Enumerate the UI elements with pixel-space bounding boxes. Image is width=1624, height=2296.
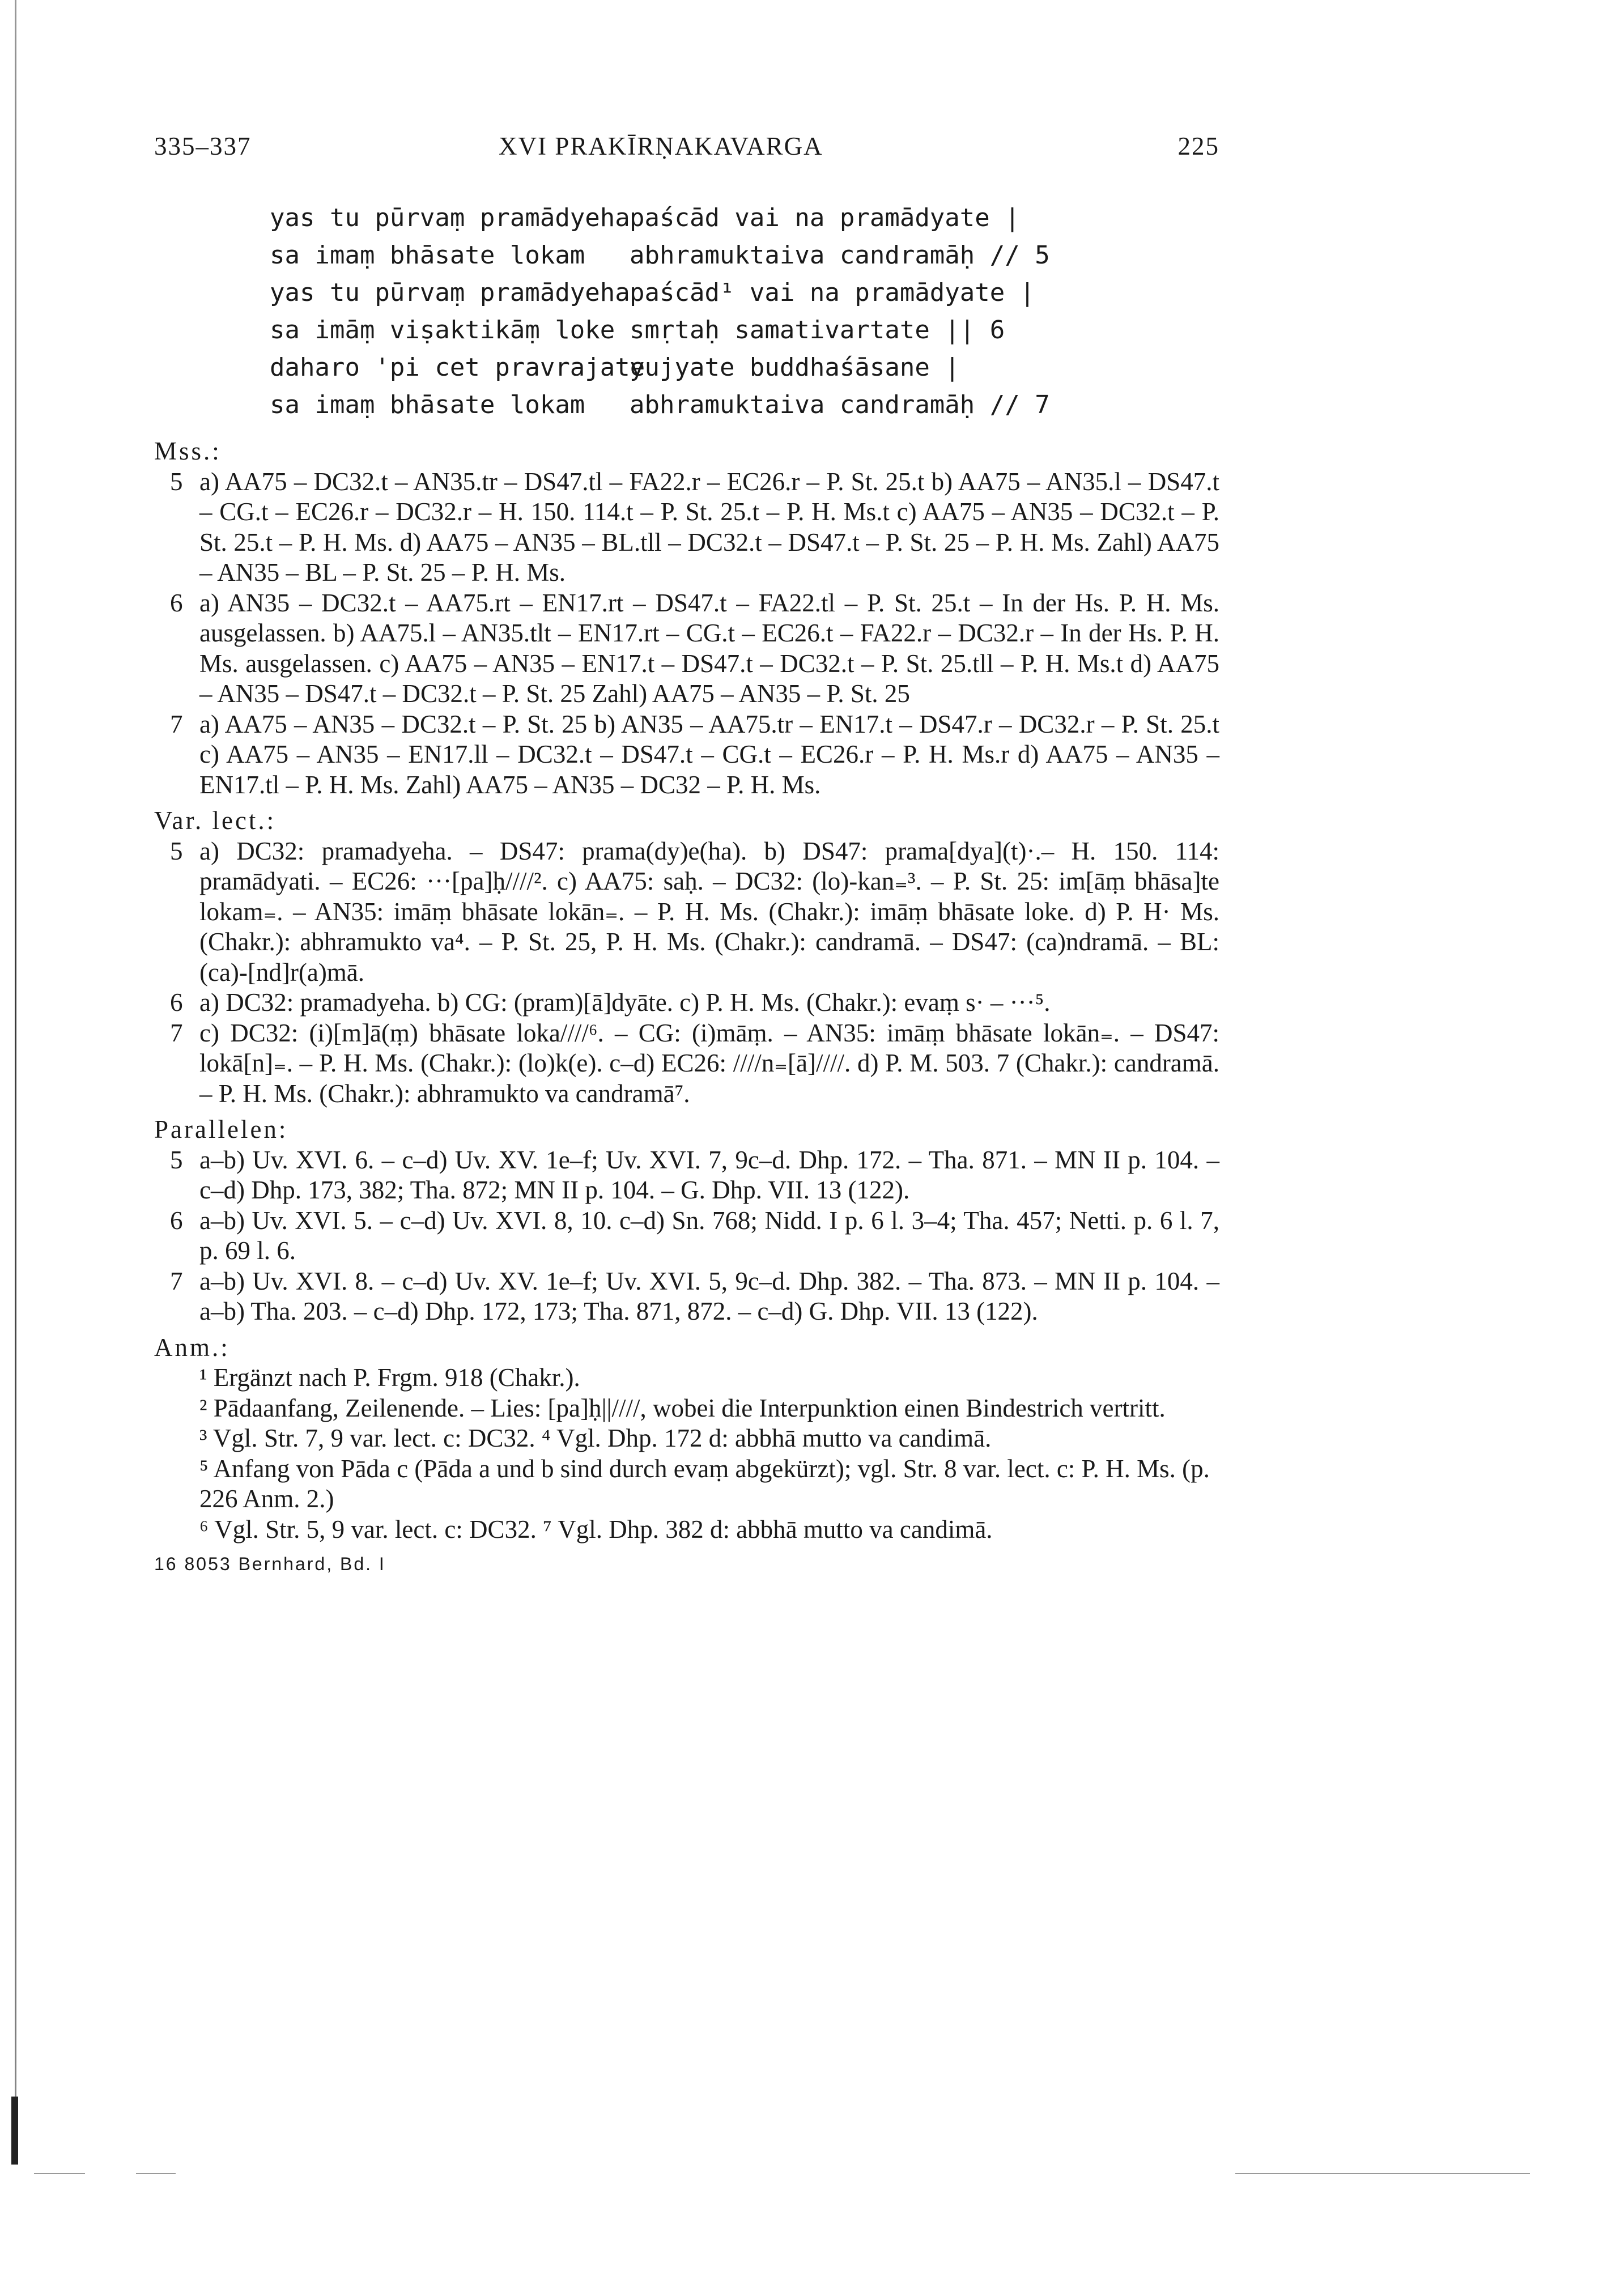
header-stanza-range: 335–337 bbox=[154, 132, 252, 160]
stanza-number: 6 bbox=[170, 1206, 183, 1235]
parallel-entry bbox=[154, 1266, 1219, 1327]
verse-pada-a: yas tu pūrvaṃ pramādyeha bbox=[270, 203, 630, 232]
stanza-number: 5 bbox=[170, 467, 183, 496]
entry-text: a–b) Uv. XVI. 6. – c–d) Uv. XV. 1e–f; Uv. XVI. 7, 9c–d. Dhp. 172. – Tha. 871. – MN II p. 104. – c–d) Dhp. 173, 382; Tha. 872; MN II p. 104. – G. Dhp. VII. 13 (122). bbox=[199, 1145, 1219, 1204]
stanza-number: 6 bbox=[170, 588, 183, 617]
verse-pada-b: paścād vai na pramādyate | bbox=[630, 203, 1020, 232]
verse-pada-b: smṛtaḥ samativartate || 6 bbox=[630, 316, 1005, 345]
verse-pada-a: daharo 'pi cet pravrajate bbox=[270, 353, 645, 382]
footnote: ⁵ Anfang von Pāda c (Pāda a und b sind durch evaṃ abgekürzt); vgl. Str. 8 var. lect. c: P. H. Ms. (p. 226 Anm. 2.) bbox=[199, 1454, 1210, 1513]
stanza-number: 7 bbox=[170, 709, 183, 738]
verse-line bbox=[270, 274, 1233, 312]
entry-text: a) DC32: pramadyeha. – DS47: prama(dy)e(ha). b) DS47: prama[dya](t)·.– H. 150. 114: pramādyati. – EC26: ···[pa]ḥ////². c) AA75: saḥ. – DC32: (lo)-kan₌³. – P. St. 25: im[āṃ bhāsa]te lokam₌. – AN35: imāṃ bhāsate lokān₌. – P. H. Ms. (Chakr.): imāṃ bhāsate loke. d) P. H· Ms. (Chakr.): abhramukto va⁴. – P. St. 25, P. H. Ms. (Chakr.): candramā. – DS47: (ca)ndramā. – BL: (ca)-[nd]r(a)mā. bbox=[199, 836, 1219, 987]
verse-line bbox=[270, 237, 1233, 274]
critical-apparatus bbox=[154, 436, 1219, 1580]
verse-pada-a: sa imāṃ viṣaktikāṃ loke bbox=[270, 316, 615, 345]
footnote: ² Pādaanfang, Zeilenende. – Lies: [pa]ḥ||////, wobei die Interpunktion einen Bindestrich vertritt. bbox=[199, 1393, 1166, 1422]
bottom-dash bbox=[34, 2173, 85, 2174]
varlect-heading: Var. lect.: bbox=[154, 806, 277, 835]
parallel-entry bbox=[154, 1206, 1219, 1266]
verse-line bbox=[270, 386, 1233, 424]
stanza-number: 5 bbox=[170, 1145, 183, 1174]
mss-entry bbox=[154, 709, 1219, 801]
mss-entry bbox=[154, 588, 1219, 709]
parallel-entry bbox=[154, 1145, 1219, 1206]
verse-line bbox=[270, 312, 1233, 349]
footnote: ¹ Ergänzt nach P. Frgm. 918 (Chakr.). bbox=[199, 1363, 580, 1392]
entry-text: a) AA75 – AN35 – DC32.t – P. St. 25 b) AN35 – AA75.tr – EN17.t – DS47.r – DC32.r – P. St. 25.t c) AA75 – AN35 – EN17.ll – DC32.t – DS47.t – CG.t – EC26.r – P. H. Ms.r d) AA75 – AN35 – EN17.tl – P. H. Ms. Zahl) AA75 – AN35 – DC32 – P. H. Ms. bbox=[199, 709, 1219, 799]
bottom-rule bbox=[1235, 2173, 1530, 2174]
entry-text: a) AN35 – DC32.t – AA75.rt – EN17.rt – DS47.t – FA22.tl – P. St. 25.t – In der Hs. P. H. Ms. ausgelassen. b) AA75.l – AN35.tlt – EN17.rt – CG.t – EC26.t – FA22.r – DC32.r – In der Hs. P. H. Ms. ausgelassen. c) AA75 – AN35 – EN17.t – DS47.t – DC32.t – P. St. 25.tll – P. H. Ms.t d) AA75 – AN35 – DS47.t – DC32.t – P. St. 25 Zahl) AA75 – AN35 – P. St. 25 bbox=[199, 588, 1219, 708]
mss-entry bbox=[154, 467, 1219, 588]
parallelen-heading: Parallelen: bbox=[154, 1115, 288, 1143]
page-number: 225 bbox=[1177, 132, 1219, 160]
stanza-number: 5 bbox=[170, 836, 183, 865]
verse-pada-b: abhramuktaiva candramāḥ // 7 bbox=[630, 390, 1050, 419]
footnote: ³ Vgl. Str. 7, 9 var. lect. c: DC32. ⁴ Vgl. Dhp. 172 d: abbhā mutto va candimā. bbox=[199, 1424, 992, 1452]
verse-pada-a: yas tu pūrvaṃ pramādyeha bbox=[270, 278, 630, 307]
entry-text: a) DC32: pramadyeha. b) CG: (pram)[ā]dyāte. c) P. H. Ms. (Chakr.): evaṃ s· – ···⁵. bbox=[199, 988, 1051, 1017]
scan-edge-line bbox=[15, 0, 16, 2108]
anm-heading: Anm.: bbox=[154, 1333, 230, 1362]
entry-text: c) DC32: (i)[m]ā(ṃ) bhāsate loka////⁶. – CG: (i)māṃ. – AN35: imāṃ bhāsate lokān₌. – DS47: lokā[n]₌. – P. H. Ms. (Chakr.): (lo)k(e). c–d) EC26: ////n₌[ā]////. d) P. M. 503. 7 (Chakr.): candramā. – P. H. Ms. (Chakr.): abhramukto va candramā⁷. bbox=[199, 1018, 1219, 1108]
verse-pada-a: sa imaṃ bhāsate lokam bbox=[270, 241, 585, 270]
bottom-dash bbox=[136, 2173, 176, 2174]
stanza-number: 7 bbox=[170, 1018, 183, 1047]
entry-text: a) AA75 – DC32.t – AN35.tr – DS47.tl – FA22.r – EC26.r – P. St. 25.t b) AA75 – AN35.l – DS47.t – CG.t – EC26.r – DC32.r – H. 150. 114.t – P. St. 25.t – P. H. Ms.t c) AA75 – AN35 – DC32.t – P. St. 25.t – P. H. Ms. d) AA75 – AN35 – BL.tll – DC32.t – DS47.t – P. St. 25 – P. H. Ms. Zahl) AA75 – AN35 – BL – P. St. 25 – P. H. Ms. bbox=[199, 467, 1219, 586]
stanza-number: 7 bbox=[170, 1266, 183, 1295]
verse-pada-b: yujyate buddhaśāsane | bbox=[630, 353, 960, 382]
varlect-entry bbox=[154, 836, 1219, 988]
verse-pada-a: sa imaṃ bhāsate lokam bbox=[270, 390, 585, 419]
running-header bbox=[154, 131, 1219, 171]
verse-block bbox=[270, 199, 1233, 424]
stanza-number: 6 bbox=[170, 988, 183, 1017]
printer-signature: 16 8053 Bernhard, Bd. I bbox=[154, 1554, 386, 1574]
entry-text: a–b) Uv. XVI. 8. – c–d) Uv. XV. 1e–f; Uv. XVI. 5, 9c–d. Dhp. 382. – Tha. 873. – MN II p. 104. – a–b) Tha. 203. – c–d) Dhp. 172, 173; Tha. 871, 872. – c–d) G. Dhp. VII. 13 (122). bbox=[199, 1266, 1219, 1325]
verse-pada-b: paścād¹ vai na pramādyate | bbox=[630, 278, 1035, 307]
verse-line bbox=[270, 349, 1233, 386]
varlect-entry bbox=[154, 1018, 1219, 1109]
header-chapter-title: XVI PRAKĪRṆAKAVARGA bbox=[499, 132, 823, 160]
mss-heading: Mss.: bbox=[154, 437, 222, 465]
footnote: ⁶ Vgl. Str. 5, 9 var. lect. c: DC32. ⁷ Vgl. Dhp. 382 d: abbhā mutto va candimā. bbox=[199, 1515, 993, 1544]
verse-line bbox=[270, 199, 1233, 237]
scan-edge-mark bbox=[11, 2097, 18, 2165]
verse-pada-b: abhramuktaiva candramāḥ // 5 bbox=[630, 241, 1050, 270]
varlect-entry bbox=[154, 988, 1219, 1018]
entry-text: a–b) Uv. XVI. 5. – c–d) Uv. XVI. 8, 10. c–d) Sn. 768; Nidd. I p. 6 l. 3–4; Tha. 457; Netti. p. 6 l. 7, p. 69 l. 6. bbox=[199, 1206, 1219, 1265]
